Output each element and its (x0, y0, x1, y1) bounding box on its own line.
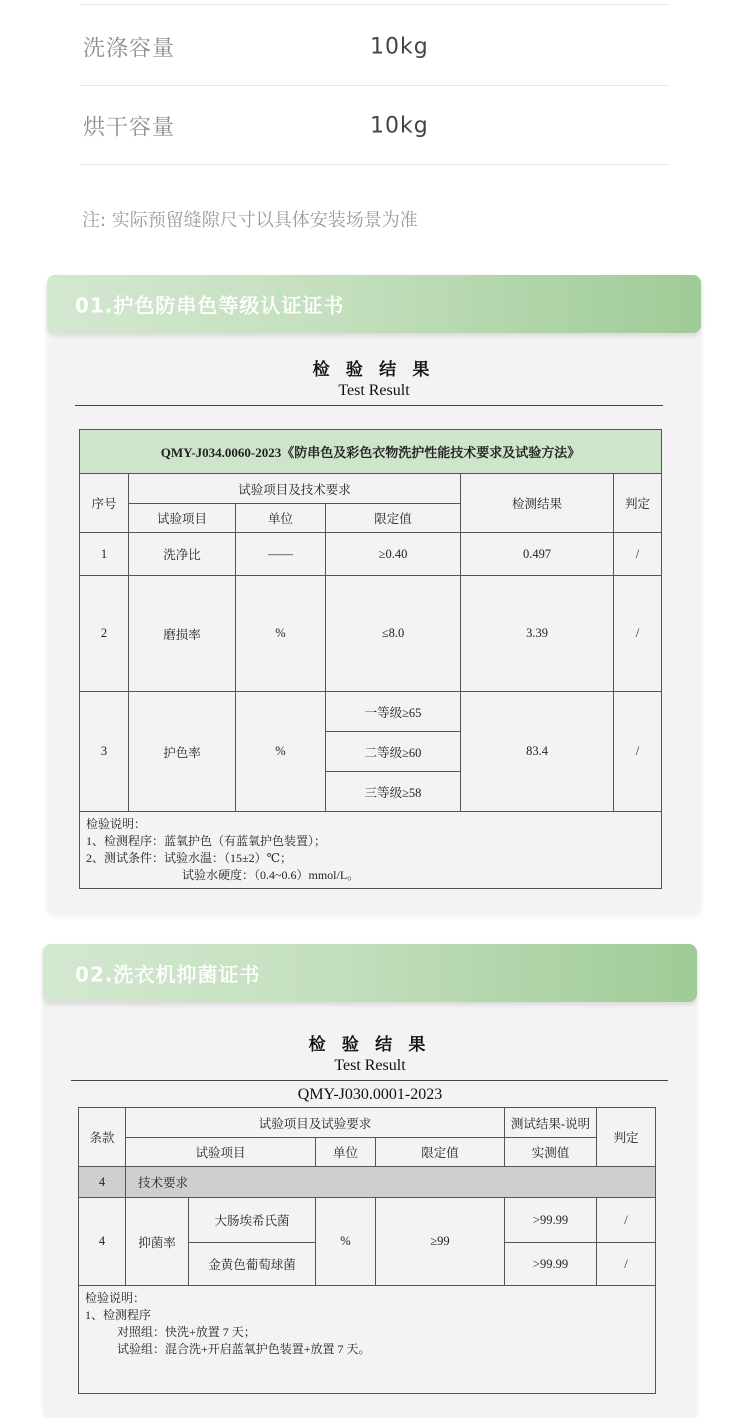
table-row (79, 1286, 656, 1394)
test-notes (79, 1286, 656, 1394)
top-divider (80, 4, 670, 5)
note-line: 检验说明： (85, 1291, 146, 1305)
test-notes (80, 812, 662, 889)
spec-value: 10kg (370, 113, 429, 138)
header-limit: 限定值 (326, 504, 461, 533)
test-result-table (78, 1107, 656, 1394)
table-row (80, 430, 662, 474)
spec-label: 烘干容量 (83, 115, 176, 140)
cell-bacteria-2: 金黄色葡萄球菌 (189, 1243, 316, 1286)
spec-row-dry-capacity (80, 87, 670, 165)
cell-item: 磨损率 (129, 576, 236, 692)
table-row (80, 533, 662, 576)
cell-judge: / (614, 692, 662, 812)
cell-bacteria-1: 大肠埃希氏菌 (189, 1198, 316, 1243)
cell-unit: % (236, 692, 326, 812)
installation-note: 注: 实际预留缝隙尺寸以具体安装场景为准 (82, 210, 418, 231)
cell-limit-grade-2: 二等级≥60 (326, 732, 461, 772)
sheet-title (43, 1030, 697, 1075)
cell-limit-grade-1: 一等级≥65 (326, 692, 461, 732)
spec-row-wash-capacity (80, 8, 670, 86)
note-line: 试验水硬度：（0.4~0.6）mmol/L。 (182, 868, 360, 882)
header-unit: 单位 (236, 504, 326, 533)
standard-code: QMY-J030.0001-2023 (297, 1086, 443, 1103)
cell-result: 0.497 (461, 533, 614, 576)
cell-unit: —— (236, 533, 326, 576)
note-line: 1、检测程序：蓝氧护色（有蓝氧护色装置）； (86, 834, 327, 848)
sheet-title (47, 355, 701, 400)
header-limit: 限定值 (376, 1138, 505, 1167)
sheet-title-en: Test Result (334, 1057, 406, 1074)
header-judge: 判定 (597, 1108, 656, 1167)
header-measured: 实测值 (505, 1138, 597, 1167)
cert-heading: 01.护色防串色等级认证证书 (75, 293, 345, 318)
table-row (80, 576, 662, 692)
cell-no: 3 (80, 692, 129, 812)
note-line: 2、测试条件：试验水温：（15±2）℃； (86, 851, 293, 865)
cell-no: 1 (80, 533, 129, 576)
table-row (79, 1167, 656, 1198)
header-judge: 判定 (614, 474, 662, 533)
cell-limit: ≤8.0 (326, 576, 461, 692)
title-rule (71, 1080, 668, 1081)
cert-heading-bar (43, 944, 697, 1002)
cell-unit: % (316, 1198, 376, 1286)
cell-result: 83.4 (461, 692, 614, 812)
cell-item: 洗净比 (129, 533, 236, 576)
cell-judge-1: / (597, 1198, 656, 1243)
note-line: 1、检测程序 (85, 1308, 152, 1322)
test-result-table (79, 429, 662, 889)
cell-judge: / (614, 533, 662, 576)
cell-no: 2 (80, 576, 129, 692)
cell-unit: % (236, 576, 326, 692)
table-row (80, 692, 662, 732)
table-row (80, 474, 662, 504)
sheet-title-cn: 检 验 结 果 (308, 1035, 432, 1054)
cell-measured-1: >99.99 (505, 1198, 597, 1243)
sheet-title-en: Test Result (338, 382, 410, 399)
note-line: 试验组：混合洗+开启蓝氧护色装置+放置 7 天。 (117, 1342, 371, 1356)
table-row (79, 1108, 656, 1138)
cell-limit: ≥99 (376, 1198, 505, 1286)
cell-judge: / (614, 576, 662, 692)
note-line: 检验说明： (86, 817, 147, 831)
header-no: 条款 (79, 1108, 126, 1167)
header-group: 试验项目及技术要求 (129, 474, 461, 504)
header-result-group: 测试结果-说明 (505, 1108, 597, 1138)
title-rule (75, 405, 663, 406)
cell-result: 3.39 (461, 576, 614, 692)
header-group: 试验项目及试验要求 (126, 1108, 505, 1138)
section-no: 4 (79, 1167, 126, 1198)
cell-measured-2: >99.99 (505, 1243, 597, 1286)
cell-limit: ≥0.40 (326, 533, 461, 576)
cert-heading: 02.洗衣机抑菌证书 (75, 962, 261, 987)
cert-card-antibacterial (43, 944, 697, 1418)
standard-title: QMY-J034.0060-2023《防串色及彩色衣物洗护性能技术要求及试验方法》 (80, 430, 662, 474)
table-row (79, 1138, 656, 1167)
cell-item: 护色率 (129, 692, 236, 812)
cell-judge-2: / (597, 1243, 656, 1286)
cert-card-color-protection (47, 275, 701, 915)
sheet-title-cn: 检 验 结 果 (312, 360, 436, 379)
table-row (79, 1198, 656, 1243)
header-unit: 单位 (316, 1138, 376, 1167)
spec-value: 10kg (370, 34, 429, 59)
cert-heading-bar (47, 275, 701, 333)
section-label: 技术要求 (126, 1167, 656, 1198)
note-line: 对照组：快洗+放置 7 天； (117, 1325, 256, 1339)
header-result: 检测结果 (461, 474, 614, 533)
spec-label: 洗涤容量 (83, 36, 176, 61)
header-item: 试验项目 (129, 504, 236, 533)
cell-no: 4 (79, 1198, 126, 1286)
header-no: 序号 (80, 474, 129, 533)
header-item: 试验项目 (126, 1138, 316, 1167)
table-row (80, 812, 662, 889)
cell-limit-grade-3: 三等级≥58 (326, 772, 461, 812)
cell-item: 抑菌率 (126, 1198, 189, 1286)
